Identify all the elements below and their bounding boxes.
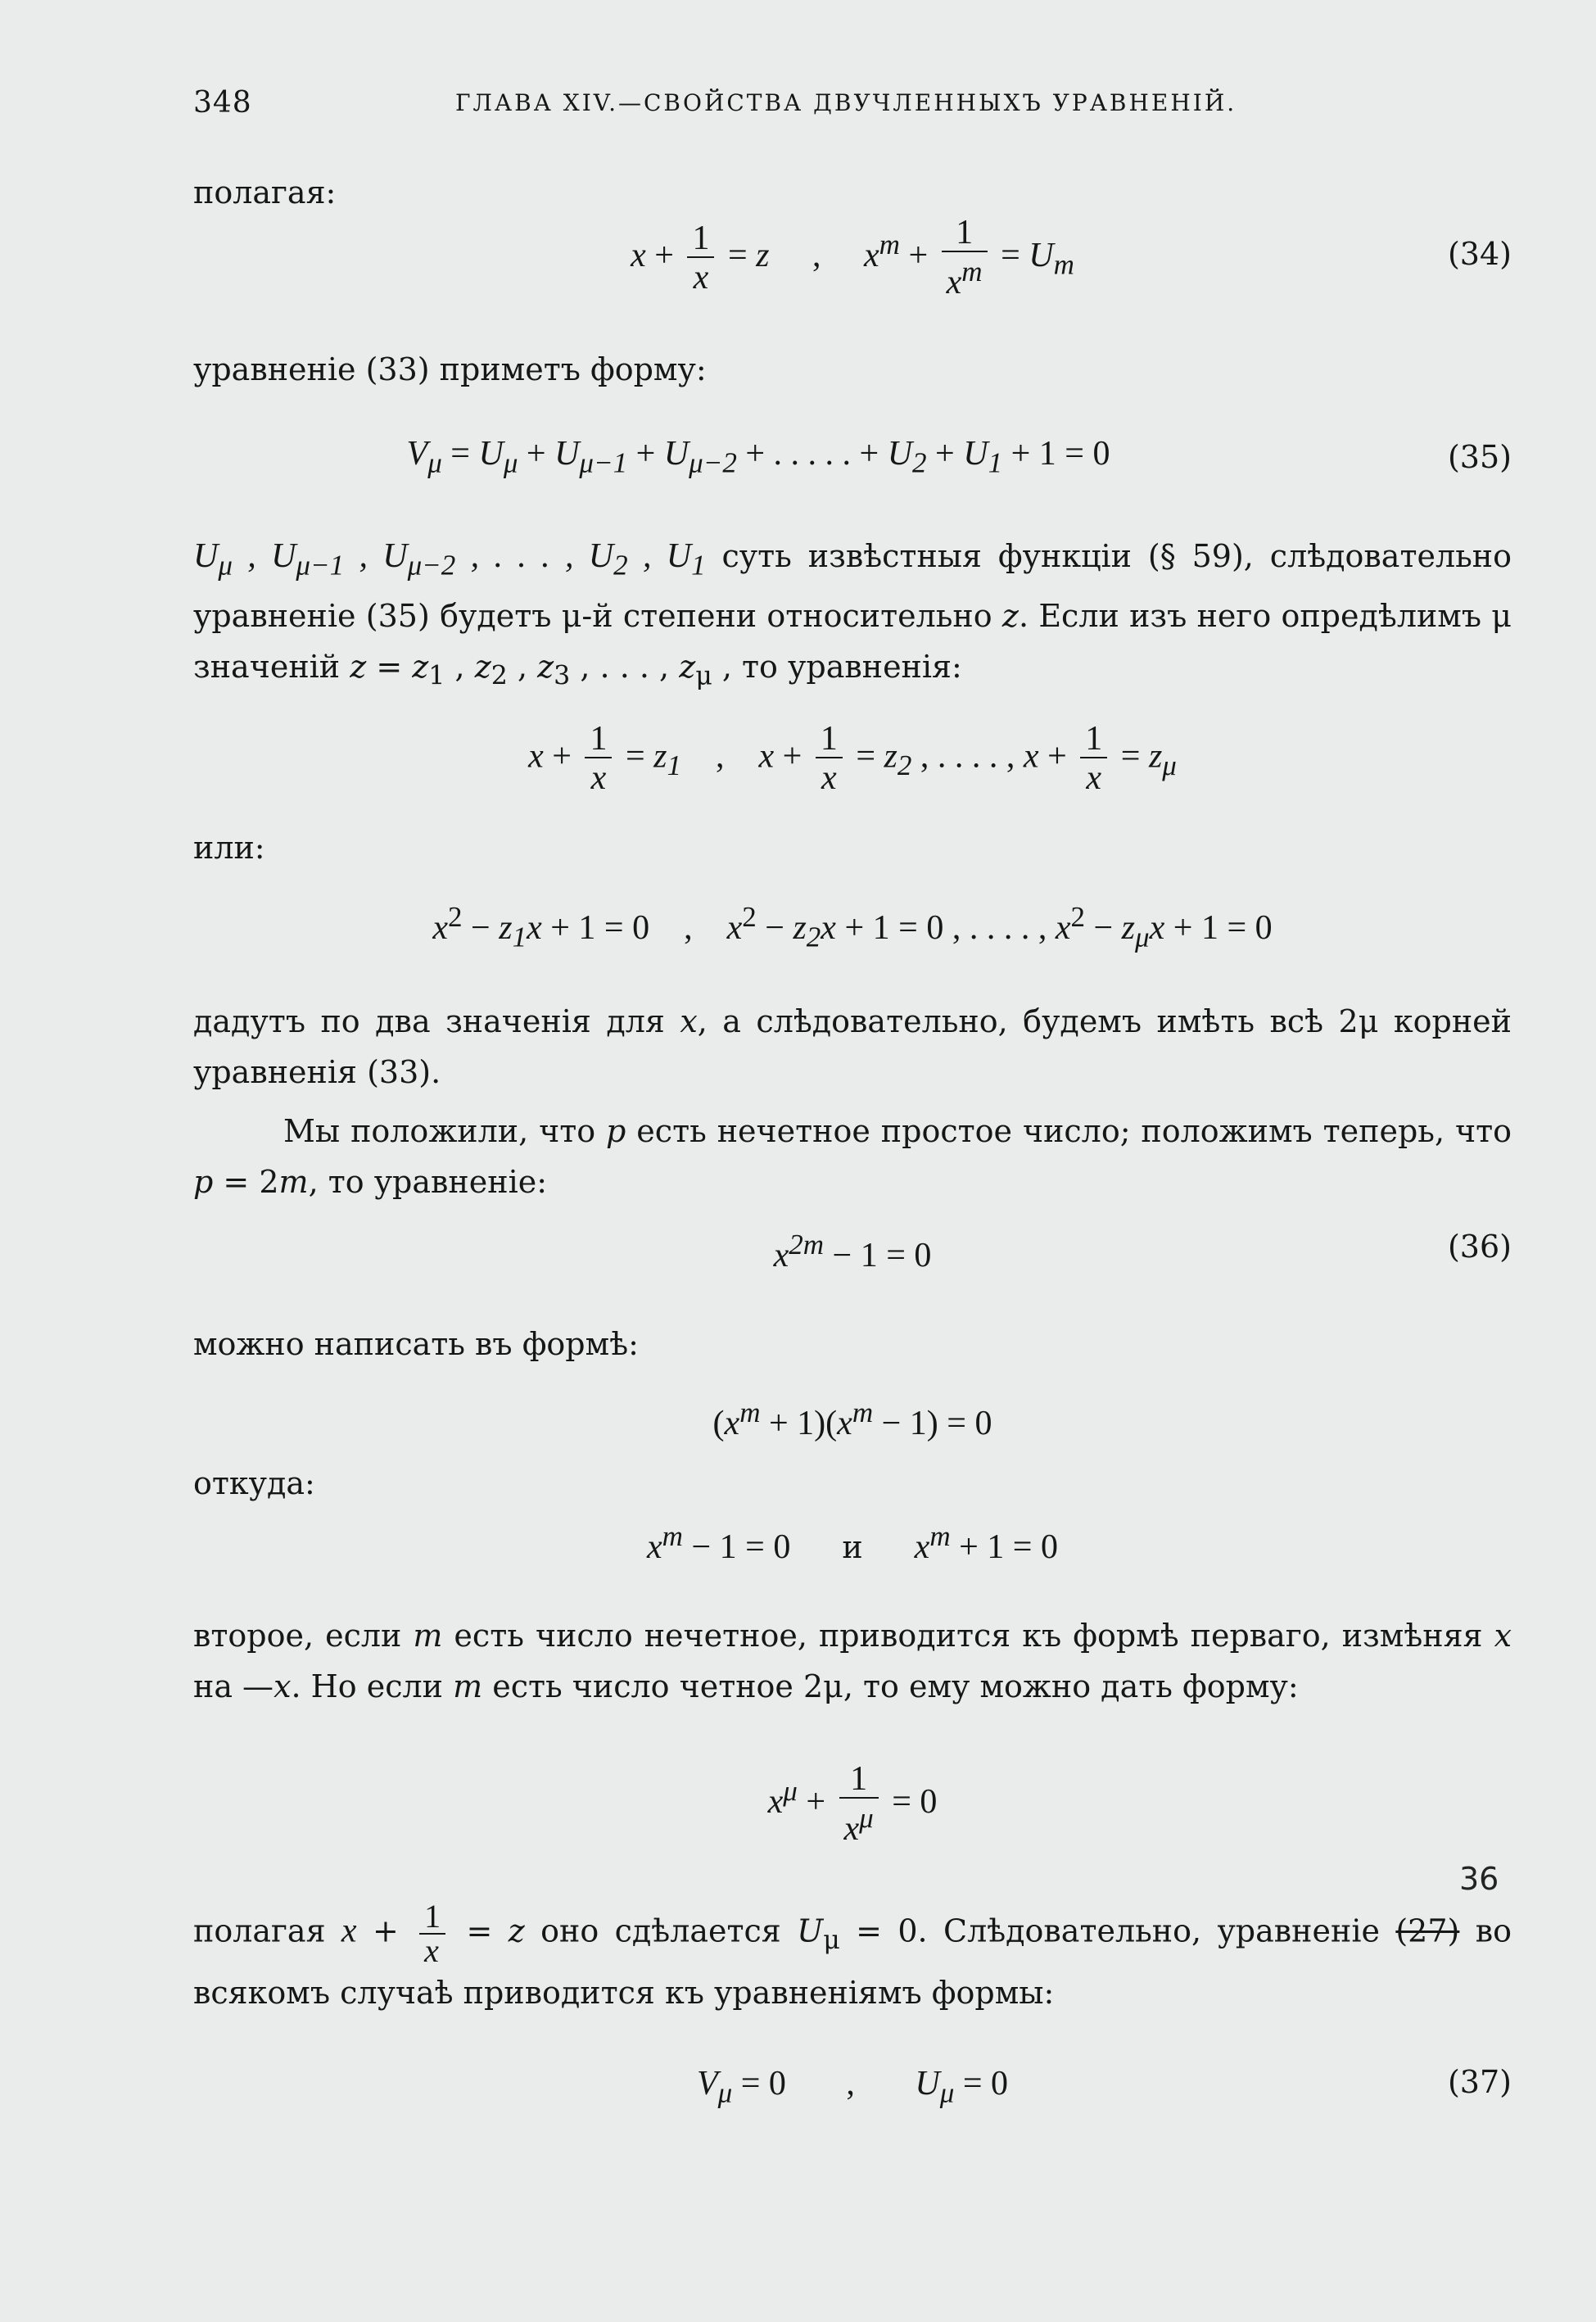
- text-dadut: дадутъ по два значенія для x, а слѣдовательно, будемъ имѣть всѣ 2μ корней уравненія (33).: [193, 1003, 1512, 1090]
- text-mozhno: можно написать въ формѣ:: [193, 1326, 639, 1362]
- equation-z-values-body: x + $\frac{1}{x}$ = $z_1$ , x + $\frac{1}{x}$ = $z_2$ , . . . . , x + $\frac{1}{x}$ = $z_\mu$: [528, 720, 1177, 797]
- equation-37: [193, 2064, 1512, 2121]
- equation-number-35: (35): [1447, 439, 1512, 475]
- equation-mu: [193, 1760, 1512, 1848]
- equation-36: [193, 1229, 1512, 1286]
- handwritten-correction: 36: [1459, 1861, 1499, 1897]
- equation-number-36: (36): [1447, 1229, 1512, 1265]
- equation-number-34: (34): [1447, 236, 1512, 272]
- equation-two-body: $x^m - 1 = 0$ и $x^m + 1 = 0$: [647, 1520, 1058, 1566]
- text-funkcii: $U_\mu$ , $U_{\mu-1}$ , $U_{\mu-2}$ , . . . , $U_2$ , $U_1$ суть извѣстныя функціи (§ 59), слѣдовательно уравненіе (35) будетъ μ-й степени относительно z. Если изъ него опредѣлимъ μ значеній $z = z_1$ , $z_2$ , $z_3$ , . . . , $z_\mu$ , то уравненія:: [193, 537, 1512, 691]
- equation-35: [193, 434, 1512, 491]
- equation-quadratics-body: $x^2 - z_1x + 1 = 0$ , $x^2 - z_2x + 1 = 0$ , . . . . , $x^2 - z_\mu x + 1 = 0$: [432, 901, 1273, 953]
- equation-factor-body: $(x^m + 1)(x^m - 1) = 0$: [712, 1396, 992, 1442]
- equation-36-body: $x^{2m} - 1 = 0$: [773, 1229, 932, 1274]
- equation-mu-body: $x^\mu$ + $\frac{1}{x^\mu}$ = 0: [767, 1760, 938, 1848]
- equation-35-body: $V_\mu = U_\mu + U_{\mu-1} + U_{\mu-2}$ + . . . . . + $U_2 + U_1 + 1 = 0$: [406, 435, 1110, 479]
- text-vtoroe: второе, если m есть число нечетное, приводится къ формѣ перваго, измѣняя x на —x. Но если m есть число четное 2μ, то ему можно дать форму:: [193, 1618, 1512, 1704]
- equation-z-values: [193, 721, 1512, 803]
- page-number: 348: [193, 86, 252, 120]
- equation-37-body: $V_\mu = 0$ , $U_\mu = 0$: [696, 2065, 1009, 2109]
- equation-number-37: (37): [1447, 2064, 1512, 2100]
- equation-quadratics: [193, 901, 1512, 958]
- equation-factor: [193, 1396, 1512, 1454]
- struck-equation-number: (27): [1395, 1912, 1460, 1949]
- text-polagaya-2: полагая x + $\frac{1}{x}$ = z оно сдѣлается $U_\mu = 0$. Слѣдовательно, уравненіе (27) во всякомъ случаѣ приводится къ уравненіямъ формы:: [193, 1898, 1512, 2011]
- page-header: [193, 86, 1512, 132]
- conjunction-i: и: [842, 1529, 863, 1565]
- running-title: ГЛАВА XIV.—СВОЙСТВА ДВУЧЛЕННЫХЪ УРАВНЕНІЙ.: [455, 89, 1237, 116]
- text-polagaya: полагая:: [193, 174, 337, 210]
- text-otkuda: откуда:: [193, 1465, 315, 1501]
- text-uravnenie-33: уравненіе (33) приметъ форму:: [193, 351, 707, 387]
- equation-34: [193, 214, 1512, 301]
- equation-two: [193, 1520, 1512, 1577]
- text-my-polozhili: Мы положили, что p есть нечетное простое число; положимъ теперь, что p = 2m, то уравненіе:: [193, 1113, 1512, 1200]
- equation-34-body: x + $\frac{1}{x}$ = z , $x^m$ + $\frac{1}{x^m}$ = $U_m$: [631, 214, 1074, 301]
- text-ili: или:: [193, 830, 265, 866]
